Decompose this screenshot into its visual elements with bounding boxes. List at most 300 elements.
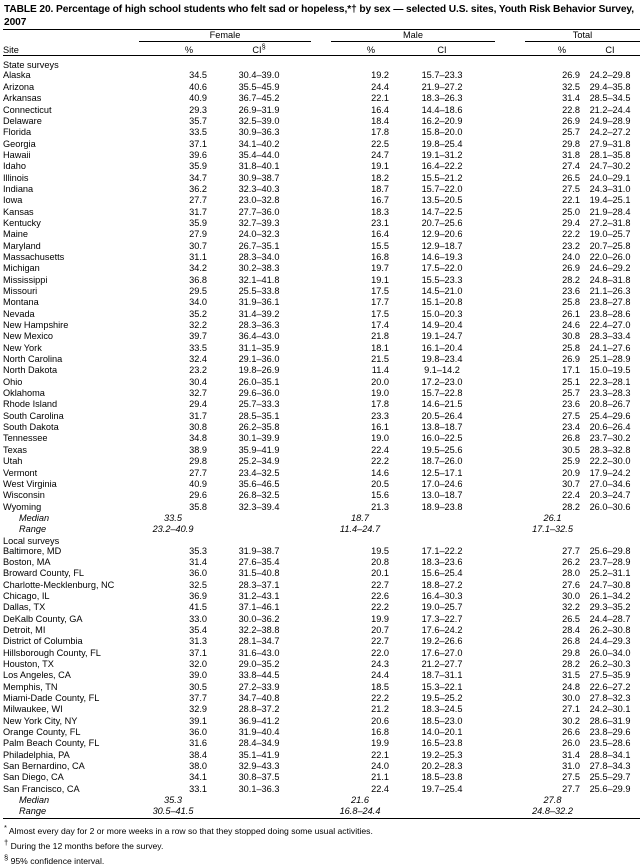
median-female-ci <box>207 795 311 806</box>
row-total-pct: 26.0 <box>562 738 580 749</box>
table-row <box>3 139 640 150</box>
row-total-ci: 23.5–28.6 <box>589 738 631 749</box>
row-female-pct: 34.5 <box>189 70 207 81</box>
row-female-ci: 26.0–35.1 <box>238 376 280 387</box>
row-male-ci: 19.8–23.4 <box>421 354 463 365</box>
row-gap-1 <box>311 411 331 422</box>
table-row <box>3 388 640 399</box>
row-total-pct: 28.2 <box>562 659 580 669</box>
row-female-ci: 28.4–34.9 <box>238 738 280 749</box>
row-total-pct: 22.1 <box>562 195 580 206</box>
row-female-ci: 35.5–45.9 <box>238 81 280 92</box>
row-gap-1 <box>311 127 331 138</box>
row-site: Connecticut <box>3 104 52 115</box>
row-female-ci: 30.1–36.3 <box>238 783 280 794</box>
row-male-pct: 11.4 <box>371 365 389 376</box>
row-female-ci: 31.1–35.9 <box>238 342 280 353</box>
row-male-ci: 17.1–22.2 <box>421 545 463 556</box>
row-male-pct: 19.9 <box>371 613 389 624</box>
row-gap-2 <box>495 648 525 659</box>
row-total-ci: 27.0–34.6 <box>589 478 631 489</box>
footnote-marker: † <box>4 838 9 848</box>
median-total: 27.8 <box>543 795 562 806</box>
row-female-ci: 32.5–39.0 <box>238 115 280 126</box>
row-gap-1 <box>311 422 331 433</box>
row-female-ci: 25.7–33.3 <box>238 399 280 410</box>
row-female-ci: 32.3–39.4 <box>238 501 280 512</box>
row-gap-2 <box>495 468 525 479</box>
row-total-ci: 24.7–30.8 <box>589 579 631 590</box>
row-gap-1 <box>311 546 331 557</box>
row-gap-2 <box>495 693 525 704</box>
range-female-pad <box>207 806 311 817</box>
row-total-ci: 26.1–34.2 <box>589 590 631 601</box>
row-female-ci: 29.1–36.0 <box>238 354 280 365</box>
column-header-row <box>3 42 640 56</box>
range-gap-2 <box>495 524 525 535</box>
row-gap-1 <box>311 502 331 513</box>
row-gap-2 <box>495 105 525 116</box>
row-total-pct: 26.8 <box>562 636 580 647</box>
row-male-pct: 18.3 <box>371 206 389 217</box>
row-male-ci: 15.7–23.3 <box>421 70 463 81</box>
row-gap-2 <box>495 365 525 376</box>
row-male-ci: 19.0–25.7 <box>421 602 463 613</box>
group-header-female: Female <box>139 30 311 42</box>
row-male-ci: 16.1–20.4 <box>421 342 463 353</box>
row-male-ci: 15.8–20.0 <box>421 127 463 138</box>
row-gap-2 <box>495 433 525 444</box>
row-site: Alaska <box>3 70 31 81</box>
row-total-ci: 23.7–30.2 <box>589 433 631 444</box>
row-gap-1 <box>311 150 331 161</box>
table-row <box>3 716 640 727</box>
table-row <box>3 614 640 625</box>
row-total-ci: 28.3–33.4 <box>589 331 631 342</box>
row-site: Maine <box>3 229 29 240</box>
row-male-ci: 18.9–23.8 <box>421 501 463 512</box>
row-male-pct: 20.1 <box>371 568 389 579</box>
row-female-ci: 27.7–36.0 <box>238 206 280 217</box>
row-male-ci: 15.3–22.1 <box>421 681 463 692</box>
row-male-pct: 22.2 <box>371 602 389 613</box>
row-female-ci: 35.6–46.5 <box>238 478 280 489</box>
row-male-ci: 18.3–24.5 <box>421 704 463 715</box>
range-row <box>3 524 640 535</box>
table-row <box>3 761 640 772</box>
row-gap-1 <box>311 591 331 602</box>
table-row <box>3 502 640 513</box>
row-total-ci: 29.3–35.2 <box>589 602 631 613</box>
row-total-pct: 28.0 <box>562 568 580 579</box>
row-total-pct: 25.1 <box>562 376 580 387</box>
row-male-ci: 19.1–24.7 <box>421 331 463 342</box>
table-row <box>3 150 640 161</box>
row-male-pct: 17.8 <box>371 399 389 410</box>
row-total-pct: 29.4 <box>562 217 580 228</box>
row-site: Kentucky <box>3 217 41 228</box>
row-total-pct: 25.0 <box>562 206 580 217</box>
row-female-pct: 32.5 <box>189 579 207 590</box>
row-gap-1 <box>311 772 331 783</box>
row-site: Memphis, TN <box>3 681 58 692</box>
row-female-pct: 35.3 <box>189 545 207 556</box>
row-total-ci: 24.3–31.0 <box>589 183 631 194</box>
row-site: Los Angeles, CA <box>3 670 71 681</box>
table-row <box>3 241 640 252</box>
row-male-pct: 21.1 <box>371 772 389 783</box>
row-total-ci: 26.0–30.6 <box>589 501 631 512</box>
row-total-pct: 24.6 <box>562 320 580 331</box>
table-row <box>3 422 640 433</box>
row-gap-2 <box>495 445 525 456</box>
row-female-pct: 31.1 <box>189 251 207 262</box>
row-male-pct: 21.2 <box>371 704 389 715</box>
row-gap-1 <box>311 716 331 727</box>
row-male-pct: 17.7 <box>371 297 389 308</box>
row-gap-1 <box>311 263 331 274</box>
row-male-pct: 22.4 <box>371 444 389 455</box>
table-row <box>3 568 640 579</box>
row-gap-1 <box>311 252 331 263</box>
row-male-pct: 22.7 <box>371 579 389 590</box>
median-female-ci <box>207 513 311 524</box>
range-female: 30.5–41.5 <box>152 806 194 817</box>
median-total-ci <box>580 513 640 524</box>
median-label: Median <box>19 795 50 806</box>
header-gap-2 <box>495 42 525 56</box>
row-male-pct: 20.8 <box>371 556 389 567</box>
row-male-pct: 20.7 <box>371 624 389 635</box>
row-male-pct: 16.4 <box>371 229 389 240</box>
table-row <box>3 411 640 422</box>
row-female-pct: 39.1 <box>189 715 207 726</box>
row-total-ci: 28.1–35.8 <box>589 149 631 160</box>
table-row <box>3 116 640 127</box>
row-female-pct: 35.9 <box>189 217 207 228</box>
row-female-ci: 23.4–32.5 <box>238 467 280 478</box>
row-gap-2 <box>495 772 525 783</box>
row-male-pct: 22.5 <box>371 138 389 149</box>
row-female-ci: 32.7–39.3 <box>238 217 280 228</box>
row-gap-1 <box>311 173 331 184</box>
row-gap-1 <box>311 184 331 195</box>
row-total-ci: 21.2–24.4 <box>589 104 631 115</box>
row-site: Chicago, IL <box>3 590 50 601</box>
footnote-3 <box>4 852 641 867</box>
table-row <box>3 625 640 636</box>
table-row <box>3 772 640 783</box>
row-total-pct: 26.6 <box>562 727 580 738</box>
row-total-pct: 30.0 <box>562 693 580 704</box>
section-title: State surveys <box>3 60 59 71</box>
row-male-pct: 19.1 <box>371 274 389 285</box>
row-female-ci: 26.8–32.5 <box>238 490 280 501</box>
row-total-ci: 27.9–31.8 <box>589 138 631 149</box>
row-gap-2 <box>495 309 525 320</box>
row-female-pct: 29.4 <box>189 399 207 410</box>
table-row <box>3 105 640 116</box>
row-female-pct: 39.0 <box>189 670 207 681</box>
section-header-row <box>3 536 640 546</box>
row-female-pct: 29.5 <box>189 286 207 296</box>
row-site: Miami-Dade County, FL <box>3 693 100 704</box>
row-site: Delaware <box>3 115 42 126</box>
row-total-ci: 27.8–32.3 <box>589 693 631 704</box>
row-female-pct: 23.2 <box>189 365 207 376</box>
table-row <box>3 275 640 286</box>
row-total-pct: 27.7 <box>562 545 580 556</box>
row-site: Wisconsin <box>3 490 45 501</box>
row-total-ci: 20.6–26.4 <box>589 422 631 433</box>
row-female-ci: 28.5–35.1 <box>238 410 280 421</box>
row-male-pct: 22.0 <box>371 647 389 658</box>
row-total-pct: 22.2 <box>562 229 580 240</box>
row-site: New Hampshire <box>3 320 69 331</box>
row-gap-1 <box>311 161 331 172</box>
section-title: Local surveys <box>3 535 60 546</box>
row-male-ci: 13.0–18.7 <box>421 490 463 501</box>
section-header-row <box>3 56 640 71</box>
median-total: 26.1 <box>543 512 562 523</box>
row-male-ci: 19.7–25.4 <box>421 783 463 794</box>
table-row <box>3 93 640 104</box>
median-gap-1 <box>311 513 331 524</box>
row-gap-2 <box>495 320 525 331</box>
row-total-pct: 26.8 <box>562 433 580 444</box>
row-female-pct: 31.3 <box>189 636 207 647</box>
table-row <box>3 320 640 331</box>
row-site: Milwaukee, WI <box>3 704 63 715</box>
row-female-pct: 27.9 <box>189 229 207 240</box>
row-gap-1 <box>311 195 331 206</box>
row-gap-2 <box>495 229 525 240</box>
row-gap-1 <box>311 784 331 795</box>
row-female-ci: 27.6–35.4 <box>238 556 280 567</box>
row-total-pct: 30.2 <box>562 715 580 726</box>
table-row <box>3 636 640 647</box>
row-gap-1 <box>311 693 331 704</box>
row-male-pct: 19.2 <box>371 70 389 81</box>
table-row <box>3 399 640 410</box>
group-header-spacer <box>3 30 139 42</box>
table-row <box>3 602 640 613</box>
row-total-pct: 28.2 <box>562 501 580 512</box>
row-site: Illinois <box>3 172 29 183</box>
row-gap-2 <box>495 738 525 749</box>
row-site: New York <box>3 342 42 353</box>
row-total-pct: 31.4 <box>562 93 580 104</box>
row-female-ci: 26.9–31.9 <box>238 104 280 115</box>
table-row <box>3 670 640 681</box>
row-gap-2 <box>495 377 525 388</box>
row-gap-2 <box>495 241 525 252</box>
row-male-pct: 23.3 <box>371 410 389 421</box>
row-female-pct: 31.7 <box>189 206 207 217</box>
row-female-pct: 27.7 <box>189 195 207 206</box>
row-male-pct: 23.1 <box>371 217 389 228</box>
row-total-ci: 24.7–30.2 <box>589 161 631 172</box>
row-gap-1 <box>311 116 331 127</box>
row-total-pct: 25.7 <box>562 388 580 399</box>
row-female-ci: 28.8–37.2 <box>238 704 280 715</box>
row-total-ci: 24.9–28.9 <box>589 115 631 126</box>
range-female-pad <box>207 524 311 535</box>
row-female-pct: 32.9 <box>189 704 207 715</box>
row-total-ci: 24.2–29.8 <box>589 70 631 81</box>
row-site: North Dakota <box>3 365 58 376</box>
row-total-ci: 22.6–27.2 <box>589 681 631 692</box>
row-male-pct: 16.7 <box>371 195 389 206</box>
row-total-ci: 24.6–29.2 <box>589 263 631 274</box>
row-gap-1 <box>311 309 331 320</box>
row-gap-1 <box>311 580 331 591</box>
row-female-pct: 31.4 <box>189 556 207 567</box>
row-gap-2 <box>495 411 525 422</box>
row-site: Utah <box>3 456 23 467</box>
column-header-total-ci: CI <box>605 45 615 56</box>
row-gap-1 <box>311 670 331 681</box>
table-row <box>3 184 640 195</box>
row-gap-1 <box>311 331 331 342</box>
range-gap-1 <box>311 524 331 535</box>
row-male-ci: 16.5–23.8 <box>421 738 463 749</box>
row-male-pct: 17.4 <box>371 320 389 331</box>
row-gap-1 <box>311 229 331 240</box>
table-row <box>3 704 640 715</box>
row-gap-1 <box>311 218 331 229</box>
row-gap-1 <box>311 490 331 501</box>
row-gap-1 <box>311 343 331 354</box>
row-total-pct: 22.8 <box>562 104 580 115</box>
column-header-site: Site <box>3 45 19 56</box>
range-total-pad <box>580 806 640 817</box>
row-female-ci: 35.4–44.0 <box>238 149 280 160</box>
row-gap-2 <box>495 670 525 681</box>
row-gap-1 <box>311 377 331 388</box>
row-total-ci: 28.3–32.8 <box>589 444 631 455</box>
column-header-female-pct: % <box>184 45 193 56</box>
row-female-ci: 30.4–39.0 <box>238 70 280 81</box>
row-total-ci: 28.5–34.5 <box>589 93 631 104</box>
table-row <box>3 207 640 218</box>
row-gap-2 <box>495 127 525 138</box>
header-gap-1 <box>311 42 331 56</box>
row-male-ci: 14.6–21.5 <box>421 399 463 410</box>
row-female-pct: 37.7 <box>189 693 207 704</box>
row-total-ci: 24.0–29.1 <box>589 172 631 183</box>
row-total-pct: 27.6 <box>562 579 580 590</box>
row-total-pct: 23.4 <box>562 422 580 433</box>
row-total-pct: 26.5 <box>562 613 580 624</box>
row-site: South Carolina <box>3 410 64 421</box>
row-site: Philadelphia, PA <box>3 749 70 760</box>
row-total-pct: 27.4 <box>562 161 580 172</box>
row-male-ci: 17.0–24.6 <box>421 478 463 489</box>
row-gap-1 <box>311 445 331 456</box>
row-female-pct: 33.5 <box>189 127 207 138</box>
row-total-ci: 28.8–34.1 <box>589 749 631 760</box>
row-male-ci: 14.6–19.3 <box>421 251 463 262</box>
row-total-pct: 31.5 <box>562 670 580 681</box>
row-site: San Bernardino, CA <box>3 761 85 772</box>
row-total-pct: 25.7 <box>562 127 580 138</box>
row-male-pct: 22.1 <box>371 93 389 104</box>
row-gap-2 <box>495 331 525 342</box>
row-total-ci: 20.8–26.7 <box>589 399 631 410</box>
row-gap-2 <box>495 602 525 613</box>
row-gap-1 <box>311 704 331 715</box>
row-total-pct: 31.4 <box>562 749 580 760</box>
row-male-ci: 18.5–23.0 <box>421 715 463 726</box>
row-total-pct: 22.4 <box>562 490 580 501</box>
row-total-pct: 31.0 <box>562 761 580 772</box>
row-male-pct: 21.5 <box>371 354 389 365</box>
row-site: Hillsborough County, FL <box>3 647 101 658</box>
row-female-ci: 37.1–46.1 <box>238 602 280 613</box>
row-total-pct: 30.0 <box>562 590 580 601</box>
group-gap-1 <box>311 30 331 42</box>
row-female-ci: 31.2–43.1 <box>238 590 280 601</box>
table-row <box>3 468 640 479</box>
row-male-ci: 17.2–23.0 <box>421 376 463 387</box>
row-female-pct: 41.5 <box>189 602 207 613</box>
table-row <box>3 161 640 172</box>
row-total-ci: 25.5–29.7 <box>589 772 631 783</box>
row-female-pct: 38.4 <box>189 749 207 760</box>
row-total-pct: 23.6 <box>562 399 580 410</box>
row-male-pct: 22.2 <box>371 693 389 704</box>
row-female-ci: 30.1–39.9 <box>238 433 280 444</box>
row-gap-1 <box>311 682 331 693</box>
row-male-ci: 16.0–22.5 <box>421 433 463 444</box>
row-total-pct: 23.6 <box>562 286 580 296</box>
row-female-ci: 32.1–41.8 <box>238 274 280 285</box>
row-gap-2 <box>495 546 525 557</box>
row-site: Arkansas <box>3 93 42 104</box>
row-male-pct: 24.4 <box>371 670 389 681</box>
row-site: Missouri <box>3 286 38 296</box>
row-male-ci: 16.2–20.9 <box>421 115 463 126</box>
row-female-pct: 37.1 <box>189 138 207 149</box>
row-site: Charlotte-Mecklenburg, NC <box>3 579 115 590</box>
row-female-ci: 34.7–40.8 <box>238 693 280 704</box>
median-male: 21.6 <box>351 795 369 806</box>
table-row <box>3 70 640 81</box>
row-male-ci: 20.2–28.3 <box>421 761 463 772</box>
row-gap-1 <box>311 557 331 568</box>
row-male-ci: 21.2–27.7 <box>421 659 463 669</box>
row-total-pct: 27.5 <box>562 410 580 421</box>
row-total-ci: 24.2–30.1 <box>589 704 631 715</box>
row-total-pct: 26.2 <box>562 556 580 567</box>
row-male-pct: 18.7 <box>371 183 389 194</box>
table-row <box>3 693 640 704</box>
row-total-pct: 31.8 <box>562 149 580 160</box>
row-gap-1 <box>311 286 331 297</box>
row-total-pct: 27.7 <box>562 783 580 794</box>
row-gap-1 <box>311 388 331 399</box>
median-female: 35.3 <box>164 795 182 806</box>
row-gap-2 <box>495 399 525 410</box>
row-gap-2 <box>495 93 525 104</box>
footnote-2 <box>4 837 641 852</box>
median-male-ci <box>389 795 495 806</box>
row-gap-2 <box>495 286 525 297</box>
range-total: 24.8–32.2 <box>532 806 573 817</box>
row-male-pct: 18.1 <box>371 342 389 353</box>
row-female-ci: 31.9–40.4 <box>238 727 280 738</box>
